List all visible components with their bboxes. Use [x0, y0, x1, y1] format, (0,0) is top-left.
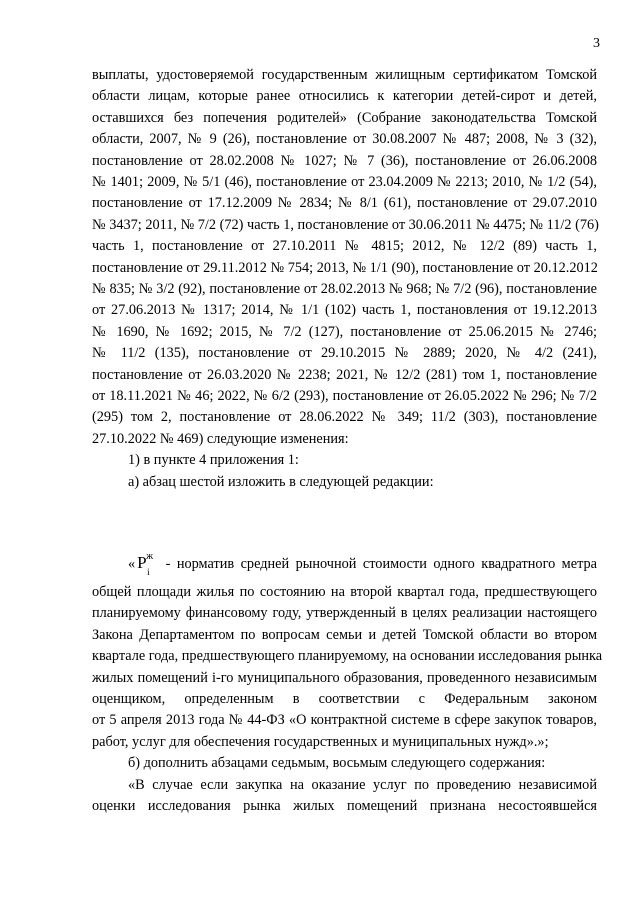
open-quote: « [128, 556, 136, 572]
text-line: постановление от 28.02.2008 № 1027; № 7 (36), постановление от 26.06.2008 [92, 152, 597, 169]
text-line: № 1690, № 1692; 2015, № 7/2 (127), постановление от 25.06.2015 № 2746; [92, 323, 597, 340]
text-line: постановление от 17.12.2009 № 2834; № 8/1 (61), постановление от 29.07.2010 [92, 195, 597, 212]
formula-subscript: i [147, 567, 150, 577]
text-line: № 835; № 3/2 (92), постановление от 28.02.2013 № 968; № 7/2 (96), постановление [92, 281, 597, 297]
text-line: планируемому финансовому году, утвержденный в целях реализации настоящего [92, 605, 597, 622]
formula-symbol [137, 551, 155, 577]
text-line: области, 2007, № 9 (26), постановление от 30.08.2007 № 487; 2008, № 3 (32), [92, 131, 597, 148]
text-line: часть 1, постановление от 27.10.2011 № 4815; 2012, № 12/2 (89) часть 1, [92, 238, 597, 255]
text-line: 27.10.2022 № 469) следующие изменения: [92, 430, 349, 447]
text-line: а) абзац шестой изложить в следующей редакции: [128, 473, 434, 490]
formula-line [128, 551, 597, 577]
formula-superscript: ж [146, 551, 154, 562]
formula-base: P [137, 553, 147, 572]
text-line: 1) в пункте 4 приложения 1: [128, 452, 299, 469]
text-line: № 1401; 2009, № 5/1 (46), постановление от 23.04.2009 № 2213; 2010, № 1/2 (54), [92, 174, 597, 190]
text-line: от 18.11.2021 № 46; 2022, № 6/2 (293), постановление от 26.05.2022 № 296; № 7/2 [92, 388, 597, 404]
text-line: выплаты, удостоверяемой государственным жилищным сертификатом Томской [92, 67, 597, 83]
text-line: № 3437; 2011, № 7/2 (72) часть 1, постановление от 30.06.2011 № 4475; № 11/2 (76) [92, 216, 599, 233]
text-line: общей площади жилья по состоянию на второй квартал года, предшествующего [92, 584, 597, 600]
text-line: работ, услуг для обеспечения государственных и муниципальных нужд».»; [92, 733, 549, 750]
text-line: б) дополнить абзацами седьмым, восьмым следующего содержания: [128, 755, 546, 772]
page-number: 3 [593, 36, 600, 51]
formula-text: - норматив средней рыночной стоимости одного квадратного метра [159, 556, 597, 572]
text-line: постановление от 29.11.2012 № 754; 2013, № 1/1 (90), постановление от 20.12.2012 [92, 259, 598, 276]
text-line: области лицам, которые ранее относились к категории детей-сирот и детей, [92, 88, 597, 105]
text-line: оценщиком, определенным в соответствии с Федеральным законом [92, 691, 597, 707]
text-line: «В случае если закупка на оказание услуг по проведению независимой [128, 776, 597, 793]
text-line: жилых помещений i-го муниципального образования, проведенного независимым [92, 669, 597, 686]
text-line: квартале года, предшествующего планируемому, на основании исследования рынка [92, 648, 603, 665]
text-line: (295) том 2, постановление от 28.06.2022 № 349; 11/2 (303), постановление [92, 409, 597, 426]
text-line: № 11/2 (135), постановление от 29.10.2015 № 2889; 2020, № 4/2 (241), [92, 345, 597, 362]
text-line: оценки исследования рынка жилых помещений признана несостоявшейся [92, 798, 597, 814]
text-line: от 5 апреля 2013 года № 44-ФЗ «О контрактной системе в сфере закупок товаров, [92, 712, 597, 729]
text-line: Закона Департаментом по вопросам семьи и детей Томской области во втором [92, 626, 597, 643]
text-line: постановление от 26.03.2020 № 2238; 2021, № 12/2 (281) том 1, постановление [92, 366, 597, 383]
text-line: оставшихся без попечения родителей» (Собрание законодательства Томской [92, 109, 597, 126]
text-line: от 27.06.2013 № 1317; 2014, № 1/1 (102) часть 1, постановления от 19.12.2013 [92, 302, 597, 319]
